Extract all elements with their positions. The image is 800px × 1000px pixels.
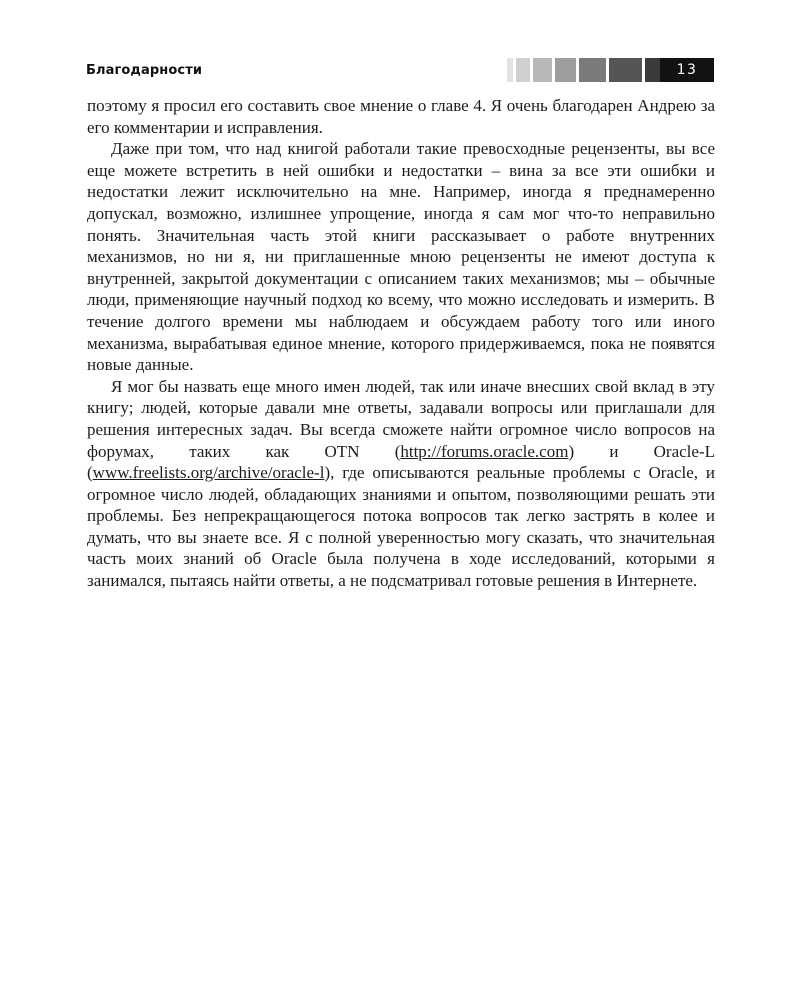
body-text bbox=[87, 95, 715, 592]
header-block bbox=[609, 58, 642, 82]
header-gradient-blocks bbox=[507, 58, 684, 82]
otn-forum-link[interactable]: http://forums.oracle.com bbox=[400, 441, 569, 461]
paragraph-3-text-a: Я мог бы назвать еще много имен людей, так или иначе внесших свой вклад в эту книгу; людей, которые давали мне ответы, задавали вопросы или приглашали для решения интересных задач. Вы всегда сможете найти огромное число вопросов на форумах, таких как OTN ( bbox=[87, 376, 715, 461]
running-header bbox=[86, 58, 714, 82]
section-title: Благодарности bbox=[86, 63, 203, 78]
header-block bbox=[516, 58, 530, 82]
header-block bbox=[533, 58, 552, 82]
paragraph-3-text-c: ), где описываются реальные проблемы с Oracle, и огромное число людей, обладающих знаниями и опытом, позволяющими решать эти проблемы. Без непрекращающегося потока вопросов так легко застрять в колее и думать, что вы знаете все. Я с полной уверенностью могу сказать, что значительная часть моих знаний об Oracle была получена в ходе исследований, которыми я занимался, пытаясь найти ответы, а не подсматривал готовые решения в Интернете. bbox=[87, 463, 715, 591]
header-block bbox=[555, 58, 576, 82]
paragraph-1: поэтому я просил его составить свое мнение о главе 4. Я очень благодарен Андрею за его комментарии и исправления. bbox=[87, 96, 715, 137]
paragraph-3 bbox=[87, 376, 715, 592]
page-number: 13 bbox=[660, 58, 714, 82]
oracle-l-archive-link[interactable]: www.freelists.org/archive/oracle-l bbox=[92, 463, 325, 483]
paragraph-2: Даже при том, что над книгой работали такие превосходные рецензенты, вы все еще можете встретить в ней ошибки и недостатки – вина за все эти ошибки и недостатки лежит исключительно на мне. Например, иногда я преднамеренно допускал, возможно, излишнее упрощение, иногда я сам мог что-то неправильно понять. Значительная часть этой книги рассказывает о работе внутренних механизмов, но ни я, ни приглашенные мною рецензенты не имеют доступа к внутренней, закрытой документации с описанием таких механизмов; мы – обычные люди, применяющие научный подход ко всему, что можно исследовать и измерить. В течение долгого времени мы наблюдаем и обсуждаем работу того или иного механизма, вырабатывая единое мнение, которого придерживаемся, пока не появятся новые данные. bbox=[87, 139, 715, 375]
header-block bbox=[579, 58, 606, 82]
header-block bbox=[507, 58, 513, 82]
paragraph-3-text-b: ) и Oracle-L ( bbox=[87, 441, 715, 483]
